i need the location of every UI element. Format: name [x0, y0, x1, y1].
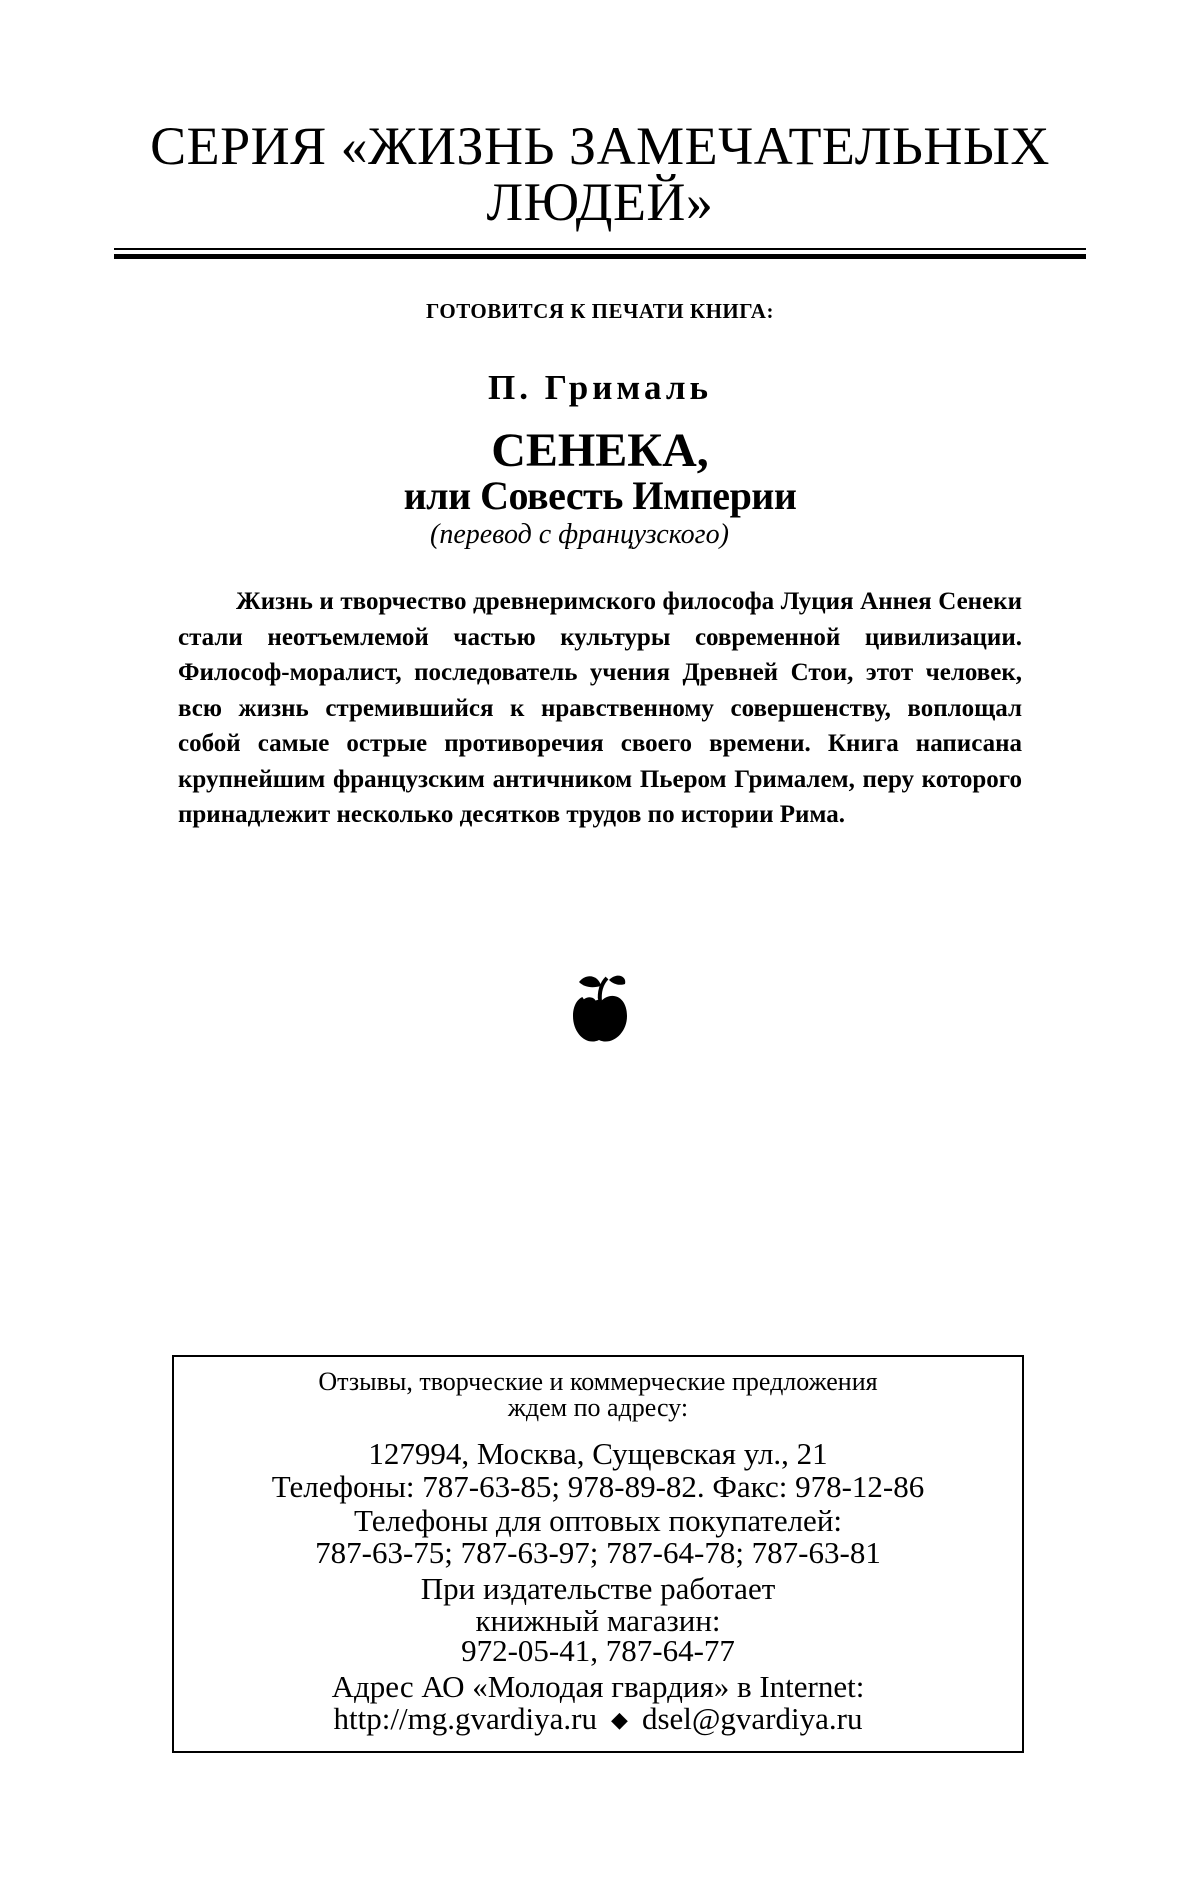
- wholesale-label: Телефоны для оптовых покупателей:: [353, 1503, 843, 1538]
- diamond-icon: ◆: [611, 1707, 628, 1732]
- header-rule-thick: [114, 254, 1086, 259]
- shop-line2: книжный магазин:: [475, 1603, 721, 1638]
- apple-ornament-icon: [565, 968, 635, 1048]
- series-title-line2: ЛЮДЕЙ»: [486, 172, 714, 232]
- header-rule-thin: [114, 248, 1086, 250]
- shop-phones: 972-05-41, 787-64-77: [461, 1633, 735, 1668]
- book-author: П. Грималь: [488, 368, 712, 407]
- book-subtitle: или Совесть Империи: [403, 473, 797, 518]
- series-title-line1: СЕРИЯ «ЖИЗНЬ ЗАМЕЧАТЕЛЬНЫХ: [150, 116, 1050, 176]
- book-title: СЕНЕКА,: [491, 424, 709, 477]
- internet-label: Адрес АО «Молодая гвардия» в Internet:: [331, 1669, 865, 1704]
- publisher-address: 127994, Москва, Сущевская ул., 21: [368, 1436, 828, 1471]
- book-description: Жизнь и творчество древнеримского философа Луция Аннея Сенеки стали неотъемлемой частью культуры современной цивилизации. Философ-моралист, последователь учения Древней Стои, этот человек, всю жизнь стремившийся к нравственному совершенству, воплощал собой самые острые противоречия своего времени. Книга написана крупнейшим французским античником Пьером Грималем, перу которого принадлежит несколько десятков трудов по истории Рима.: [178, 588, 1022, 828]
- translation-note: (перевод с французского): [430, 519, 729, 550]
- contact-box: [172, 1355, 1024, 1753]
- announcement-heading: ГОТОВИТСЯ К ПЕЧАТИ КНИГА:: [426, 299, 774, 323]
- email-link[interactable]: dsel@gvardiya.ru: [641, 1701, 863, 1736]
- series-title: [110, 118, 1090, 230]
- phones-fax: Телефоны: 787-63-85; 978-89-82. Факс: 978-12-86: [271, 1469, 925, 1504]
- website-link[interactable]: http://mg.gvardiya.ru: [333, 1701, 598, 1736]
- web-contacts: [174, 1701, 1022, 1737]
- wholesale-phones: 787-63-75; 787-63-97; 787-64-78; 787-63-81: [315, 1535, 881, 1570]
- feedback-line1: Отзывы, творческие и коммерческие предложения: [318, 1367, 878, 1396]
- feedback-line2: ждем по адресу:: [507, 1393, 689, 1422]
- shop-line1: При издательстве работает: [420, 1571, 776, 1606]
